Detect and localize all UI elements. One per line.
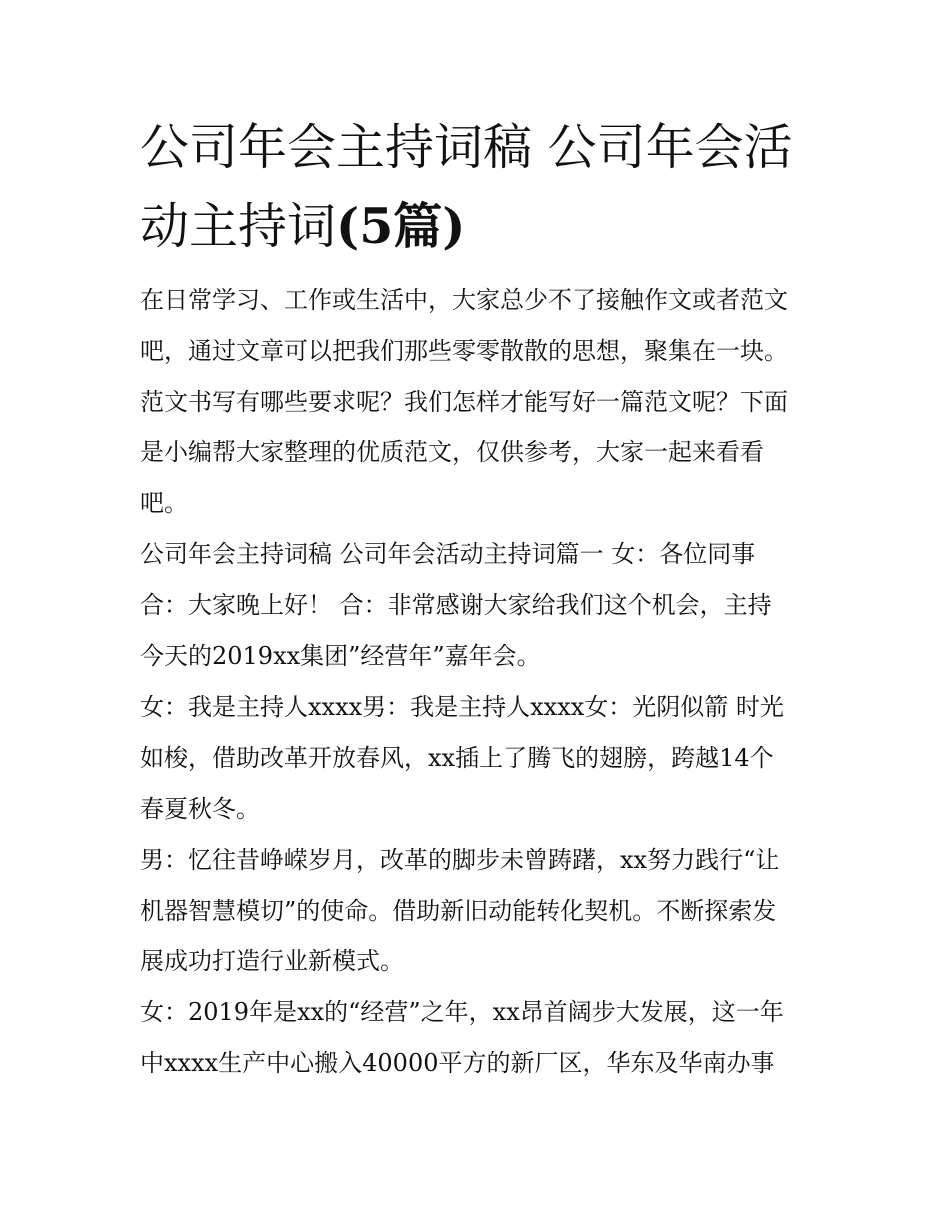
body-line-14: 展成功打造行业新模式。 bbox=[140, 947, 404, 975]
body-line-4: 是小编帮大家整理的优质范文，仅供参考，大家一起来看看 bbox=[140, 438, 764, 466]
body-line-11: 春夏秋冬。 bbox=[140, 795, 260, 823]
body-line-13: 机器智慧模切”的使命。借助新旧动能转化契机。不断探索发 bbox=[140, 897, 777, 925]
body-line-5: 吧。 bbox=[140, 489, 188, 517]
document-title-line-2-text: 动主持词(5篇) bbox=[140, 197, 466, 255]
title-count: (5篇) bbox=[336, 197, 466, 255]
body-line-16: 中xxxx生产中心搬入40000平方的新厂区，华东及华南办事 bbox=[140, 1049, 775, 1077]
body-line-2: 吧，通过文章可以把我们那些零零散散的思想，聚集在一块。 bbox=[140, 337, 788, 365]
body-line-7: 合：大家晚上好！ 合：非常感谢大家给我们这个机会，主持 bbox=[140, 591, 772, 619]
body-line-15: 女：2019年是xx的“经营”之年，xx昂首阔步大发展，这一年 bbox=[140, 998, 784, 1026]
body-line-3: 范文书写有哪些要求呢？我们怎样才能写好一篇范文呢？下面 bbox=[140, 388, 788, 416]
body-line-9: 女：我是主持人xxxx男：我是主持人xxxx女：光阴似箭 时光 bbox=[140, 693, 784, 721]
body-line-10: 如梭，借助改革开放春风，xx插上了腾飞的翅膀，跨越14个 bbox=[140, 744, 774, 772]
body-line-6: 公司年会主持词稿 公司年会活动主持词篇一 女：各位同事 bbox=[140, 540, 756, 568]
body-line-1: 在日常学习、工作或生活中，大家总少不了接触作文或者范文 bbox=[140, 286, 788, 314]
document-title-line-1: 公司年会主持词稿 公司年会活 bbox=[140, 119, 793, 176]
body-line-8: 今天的2019xx集团”经营年”嘉年会。 bbox=[140, 642, 541, 670]
document-title-line-2 bbox=[140, 196, 465, 257]
body-line-12: 男：忆往昔峥嵘岁月，改革的脚步未曾踌躇，xx努力践行“让 bbox=[140, 846, 780, 874]
